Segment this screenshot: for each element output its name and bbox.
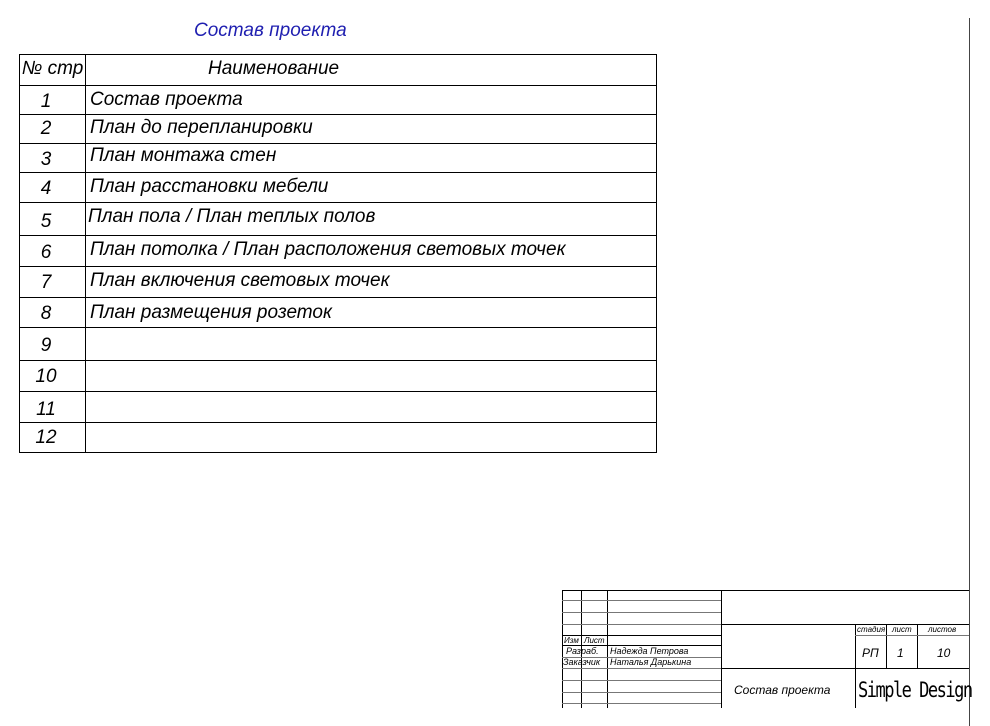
row-number: 8 (40, 303, 52, 324)
row-number: 9 (40, 335, 52, 356)
list-value: 1 (897, 646, 904, 660)
header-name: Наименование (208, 58, 340, 79)
row-name: План расстановки мебели (90, 176, 329, 197)
zakazchik-label: Заказчик (563, 657, 601, 667)
row-number: 7 (40, 272, 52, 293)
row-name: План потолка / План расположения световых точек (90, 239, 566, 260)
razrab-label: Разраб. (566, 646, 599, 656)
row-number: 3 (40, 149, 52, 170)
document-title: Состав проекта (194, 20, 347, 41)
list-small-label: лист (892, 625, 912, 634)
stadia-label: стадия (857, 625, 886, 634)
row-name: План размещения розеток (90, 302, 332, 323)
row-number: 12 (35, 427, 57, 448)
row-number: 2 (40, 118, 52, 139)
row-name: План пола / План теплых полов (88, 206, 376, 227)
row-number: 11 (36, 399, 56, 420)
row-name: Состав проекта (90, 89, 243, 110)
listov-label: листов (928, 625, 957, 634)
row-number: 10 (35, 366, 57, 387)
header-page-number: № стр (21, 58, 84, 79)
list-label: Лист (584, 636, 605, 645)
row-name: План включения световых точек (90, 270, 390, 291)
izm-label: Изм (564, 636, 579, 645)
row-number: 4 (40, 178, 52, 199)
zakazchik-name: Наталья Дарькина (610, 657, 692, 667)
row-name: План до перепланировки (90, 117, 313, 138)
sheet-title: Состав проекта (734, 683, 831, 697)
razrab-name: Надежда Петрова (610, 646, 689, 656)
row-name: План монтажа стен (90, 145, 277, 166)
row-number: 1 (40, 91, 52, 112)
row-number: 6 (40, 242, 52, 263)
row-number: 5 (40, 211, 52, 232)
company-logo: Simple Design (858, 678, 972, 703)
listov-value: 10 (937, 646, 951, 660)
stadia-value: РП (862, 646, 879, 660)
